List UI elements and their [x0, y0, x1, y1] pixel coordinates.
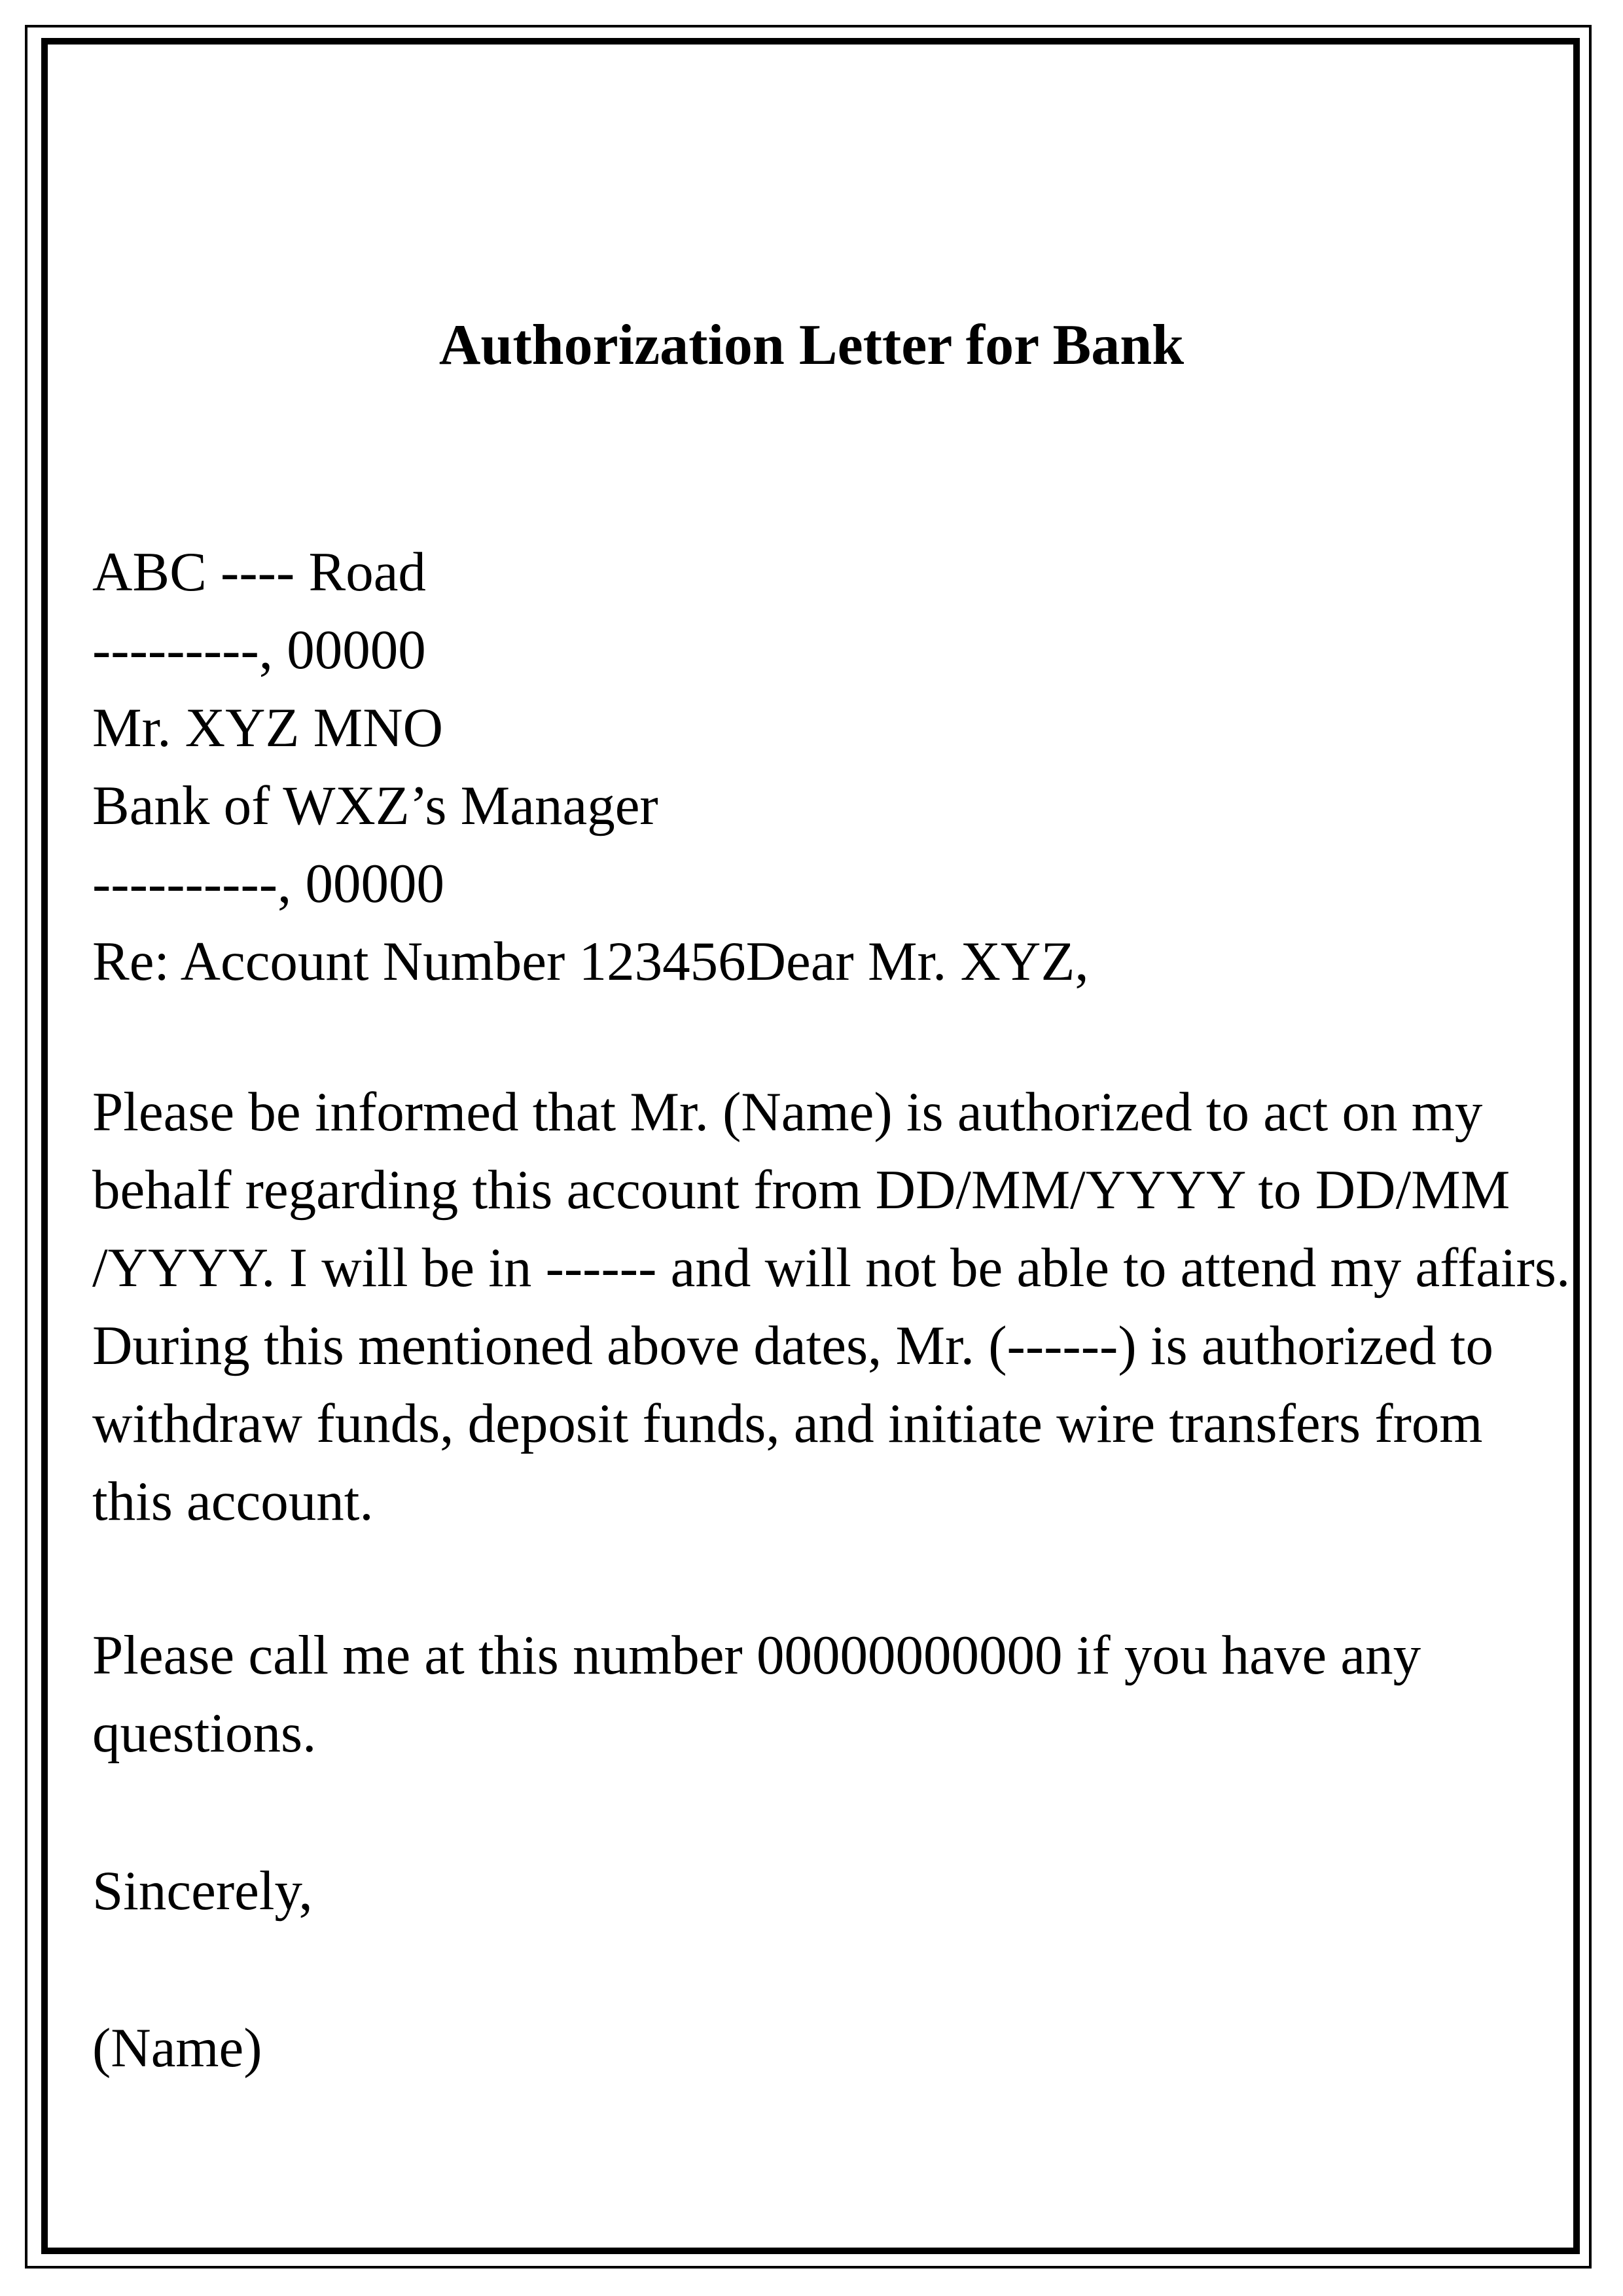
paragraph-line: questions.: [92, 1702, 317, 1764]
paragraph-line: behalf regarding this account from DD/MM/YYYY to DD/MM: [92, 1159, 1510, 1221]
paragraph-line: this account.: [92, 1471, 374, 1532]
signature-block: [92, 2009, 1565, 2087]
address-block: [92, 533, 1565, 1001]
paragraph-line: /YYYY. I will be in ------ and will not be able to attend my affairs.: [92, 1237, 1571, 1299]
body-paragraph-authorization: [92, 1073, 1571, 1541]
closing: [92, 1852, 1565, 1930]
paragraph-line: Please be informed that Mr. (Name) is authorized to act on my: [92, 1081, 1483, 1143]
address-line: ---------, 00000: [92, 619, 426, 681]
paragraph-line: withdraw funds, deposit funds, and initiate wire transfers from: [92, 1393, 1483, 1454]
address-line: ABC ---- Road: [92, 541, 426, 603]
recipient-name: Mr. XYZ MNO: [92, 697, 443, 759]
paragraph-line: During this mentioned above dates, Mr. (------) is authorized to: [92, 1315, 1493, 1376]
recipient-title: Bank of WXZ’s Manager: [92, 775, 658, 836]
signature-name: (Name): [92, 2017, 262, 2079]
paragraph-line: Please call me at this number 00000000000 if you have any: [92, 1624, 1421, 1686]
address-line: ----------, 00000: [92, 853, 445, 914]
letter-title: Authorization Letter for Bank: [438, 314, 1185, 377]
subject-salutation-line: Re: Account Number 123456Dear Mr. XYZ,: [92, 931, 1089, 992]
closing-text: Sincerely,: [92, 1860, 313, 1922]
body-paragraph-contact: [92, 1617, 1565, 1772]
